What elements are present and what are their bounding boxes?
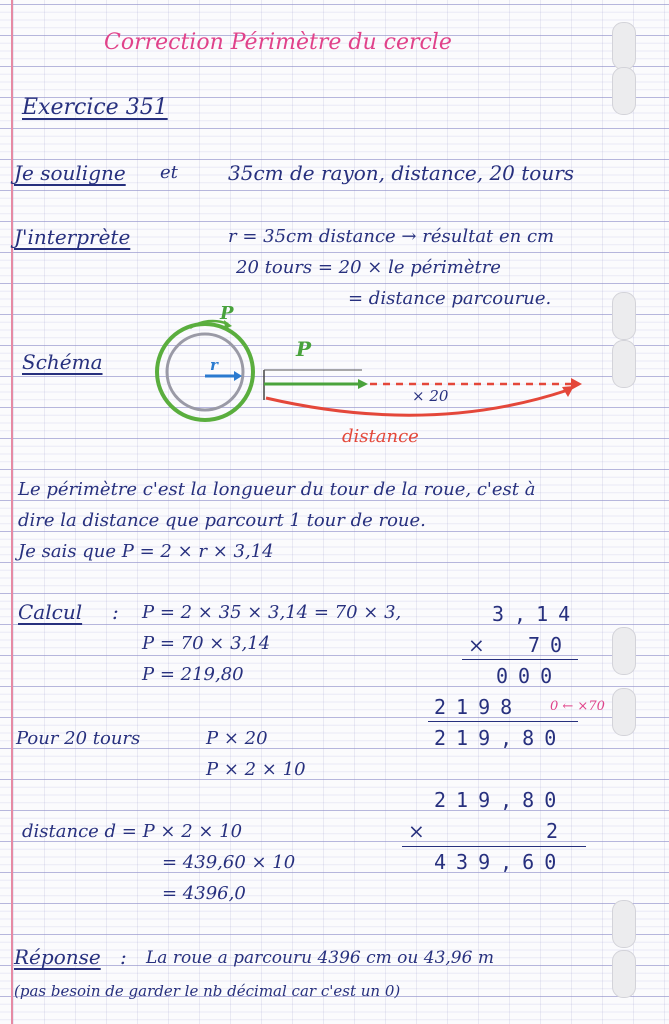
mult1-operand-b: 70 [528,633,573,657]
mult2-sign: × [408,819,425,843]
mult2-operand-a: 219,80 [434,788,567,812]
punch-hole [612,67,636,115]
twenty-label: Pour 20 tours [16,728,141,749]
punch-hole [612,292,636,340]
exercise-heading: Exercice 351 [22,95,168,120]
mult1-rule-2 [428,721,578,722]
distance-line2: = 439,60 × 10 [162,852,296,873]
twenty-line1: P × 20 [206,728,268,749]
mult2-operand-b: 2 [546,819,569,843]
distance-line3: = 4396,0 [162,883,246,904]
mult1-rule-1 [462,659,578,660]
calcul-line1: P = 2 × 35 × 3,14 = 70 × 3, [142,602,402,623]
mult1-partial-row2: 2198 [434,695,523,719]
schema-r-label: r [210,356,218,374]
answer-label: Réponse [14,945,101,969]
underline-connector: et [160,162,178,183]
calcul-label: Calcul [18,600,83,624]
answer-line1: La roue a parcouru 4396 cm ou 43,96 m [146,948,494,968]
schema-p-circle: P [220,303,234,324]
answer-colon: : [120,945,127,969]
explanation-line3: Je sais que P = 2 × r × 3,14 [18,541,274,562]
calcul-line2: P = 70 × 3,14 [142,633,271,654]
punch-hole [612,950,636,998]
mult1-sign: × [468,633,485,657]
explanation-line2: dire la distance que parcourt 1 tour de roue. [18,510,426,531]
twenty-line2: P × 2 × 10 [206,759,306,780]
interpret-line1: r = 35cm distance → résultat en cm [228,226,555,247]
page-title: Correction Périmètre du cercle [104,30,452,55]
schema-times-20: × 20 [412,387,449,405]
wheel-outer-circle [157,324,253,420]
mult2-rule [402,846,586,847]
margin-line [11,0,13,1024]
interpret-label: J'interprète [14,225,131,249]
mult1-partial-row1: 000 [496,664,563,688]
mult1-result: 219,80 [434,726,567,750]
mult1-partial-note: 0 ← ×70 [550,699,605,714]
punch-hole [612,22,636,70]
schema-distance-label: distance [342,426,419,447]
wheel-inner-circle [167,334,243,410]
underline-label: Je souligne [14,161,126,185]
explanation-line1: Le périmètre c'est la longueur du tour de la roue, c'est à [18,479,536,500]
mult1-operand-a: 3,14 [492,602,581,626]
punch-hole [612,340,636,388]
distance-line1: distance d = P × 2 × 10 [22,821,243,842]
underline-text: 35cm de rayon, distance, 20 tours [228,161,575,185]
perimeter-arrow-head [358,379,368,389]
calcul-line3: P = 219,80 [142,664,244,685]
schema-p-arrow: P [296,337,312,361]
punch-hole [612,900,636,948]
interpret-line2: 20 tours = 20 × le périmètre [236,257,501,278]
punch-hole [612,688,636,736]
interpret-line3: = distance parcourue. [348,288,552,309]
punch-hole [612,627,636,675]
mult2-result: 439,60 [434,850,567,874]
calcul-colon: : [112,600,119,624]
answer-line2: (pas besoin de garder le nb décimal car c'est un 0) [14,982,401,1000]
schema-label: Schéma [22,350,103,374]
